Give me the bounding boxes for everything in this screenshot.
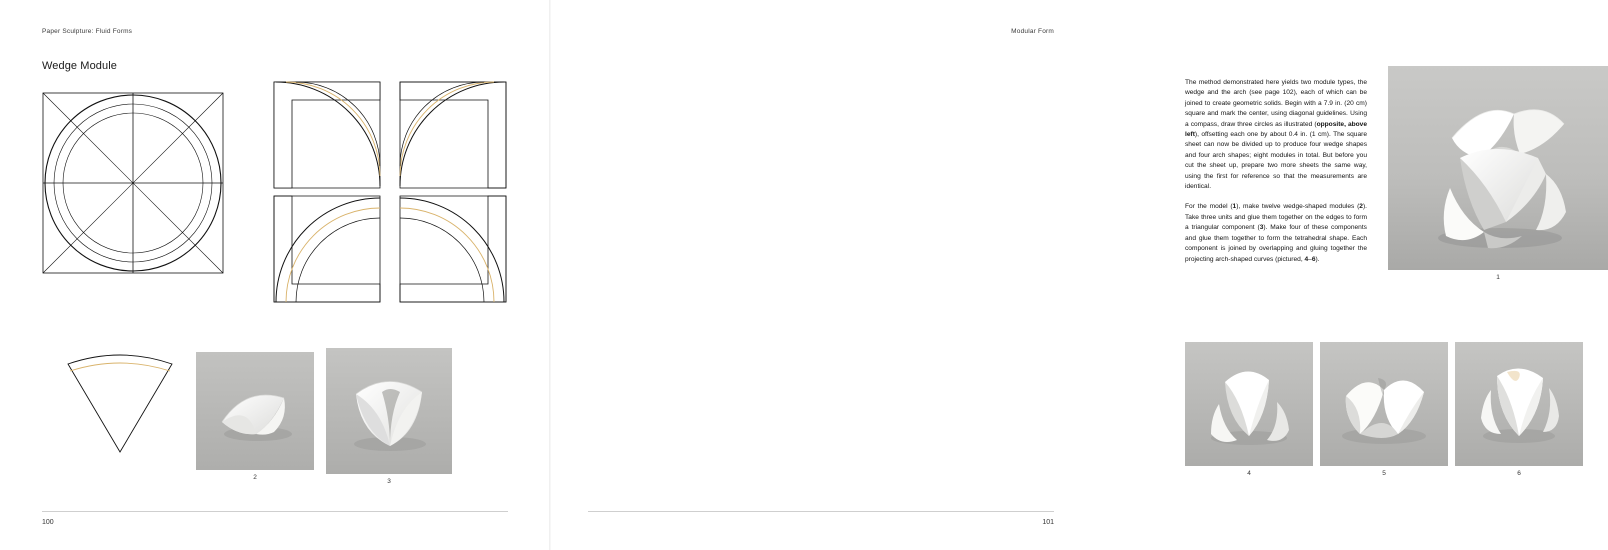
page-title: Wedge Module	[42, 60, 117, 72]
folio-left: 100	[42, 519, 54, 526]
footer-rule-right	[588, 511, 1054, 512]
body-paragraph-2: For the model (1), make twelve wedge-shaped modules (2). Take three units and glue them together on the edges to form a triangular component (3). Make four of these components and glue them together to form the tetrahedral shape. Each component is joined by overlapping and gluing together the projecting arch-shaped curves (pictured, 4–6).	[1185, 203, 1367, 263]
caption-figure-5: 5	[1382, 470, 1386, 477]
right-page	[550, 0, 1521, 550]
caption-figure-4: 4	[1247, 470, 1251, 477]
folio-right: 101	[1042, 519, 1054, 526]
footer-rule-left	[42, 511, 508, 512]
photo-figure-5	[1320, 342, 1448, 466]
quadrant-templates-diagram	[272, 80, 508, 304]
caption-figure-6: 6	[1517, 470, 1521, 477]
photo-figure-1	[1388, 66, 1608, 270]
photo-figure-6	[1455, 342, 1583, 466]
photo-figure-4	[1185, 342, 1313, 466]
photo-figure-2	[196, 352, 314, 470]
photo-figure-3	[326, 348, 452, 474]
caption-figure-1: 1	[1496, 274, 1500, 281]
caption-figure-2: 2	[253, 474, 257, 481]
running-head-right: Modular Form	[1011, 28, 1054, 35]
left-page	[0, 0, 550, 550]
wedge-shape-diagram	[60, 352, 180, 457]
body-text	[1185, 78, 1367, 275]
body-paragraph-1: The method demonstrated here yields two module types, the wedge and the arch (see page 102), each of which can be joined to create geometric solids. Begin with a 7.9 in. (20 cm) square and mark the center, using diagonal guidelines. Using a compass, draw three circles as illustrated (opposite, above left), offsetting each one by about 0.4 in. (1 cm). The square sheet can now be divided up to produce four wedge shapes and four arch shapes; eight modules in total. But before you cut the sheet up, prepare two more sheets the same way, using the first for reference so that the measurements are identical.	[1185, 79, 1368, 191]
caption-figure-3: 3	[387, 478, 391, 485]
running-head-left: Paper Sculpture: Fluid Forms	[42, 28, 133, 35]
square-construction-diagram	[42, 92, 224, 274]
